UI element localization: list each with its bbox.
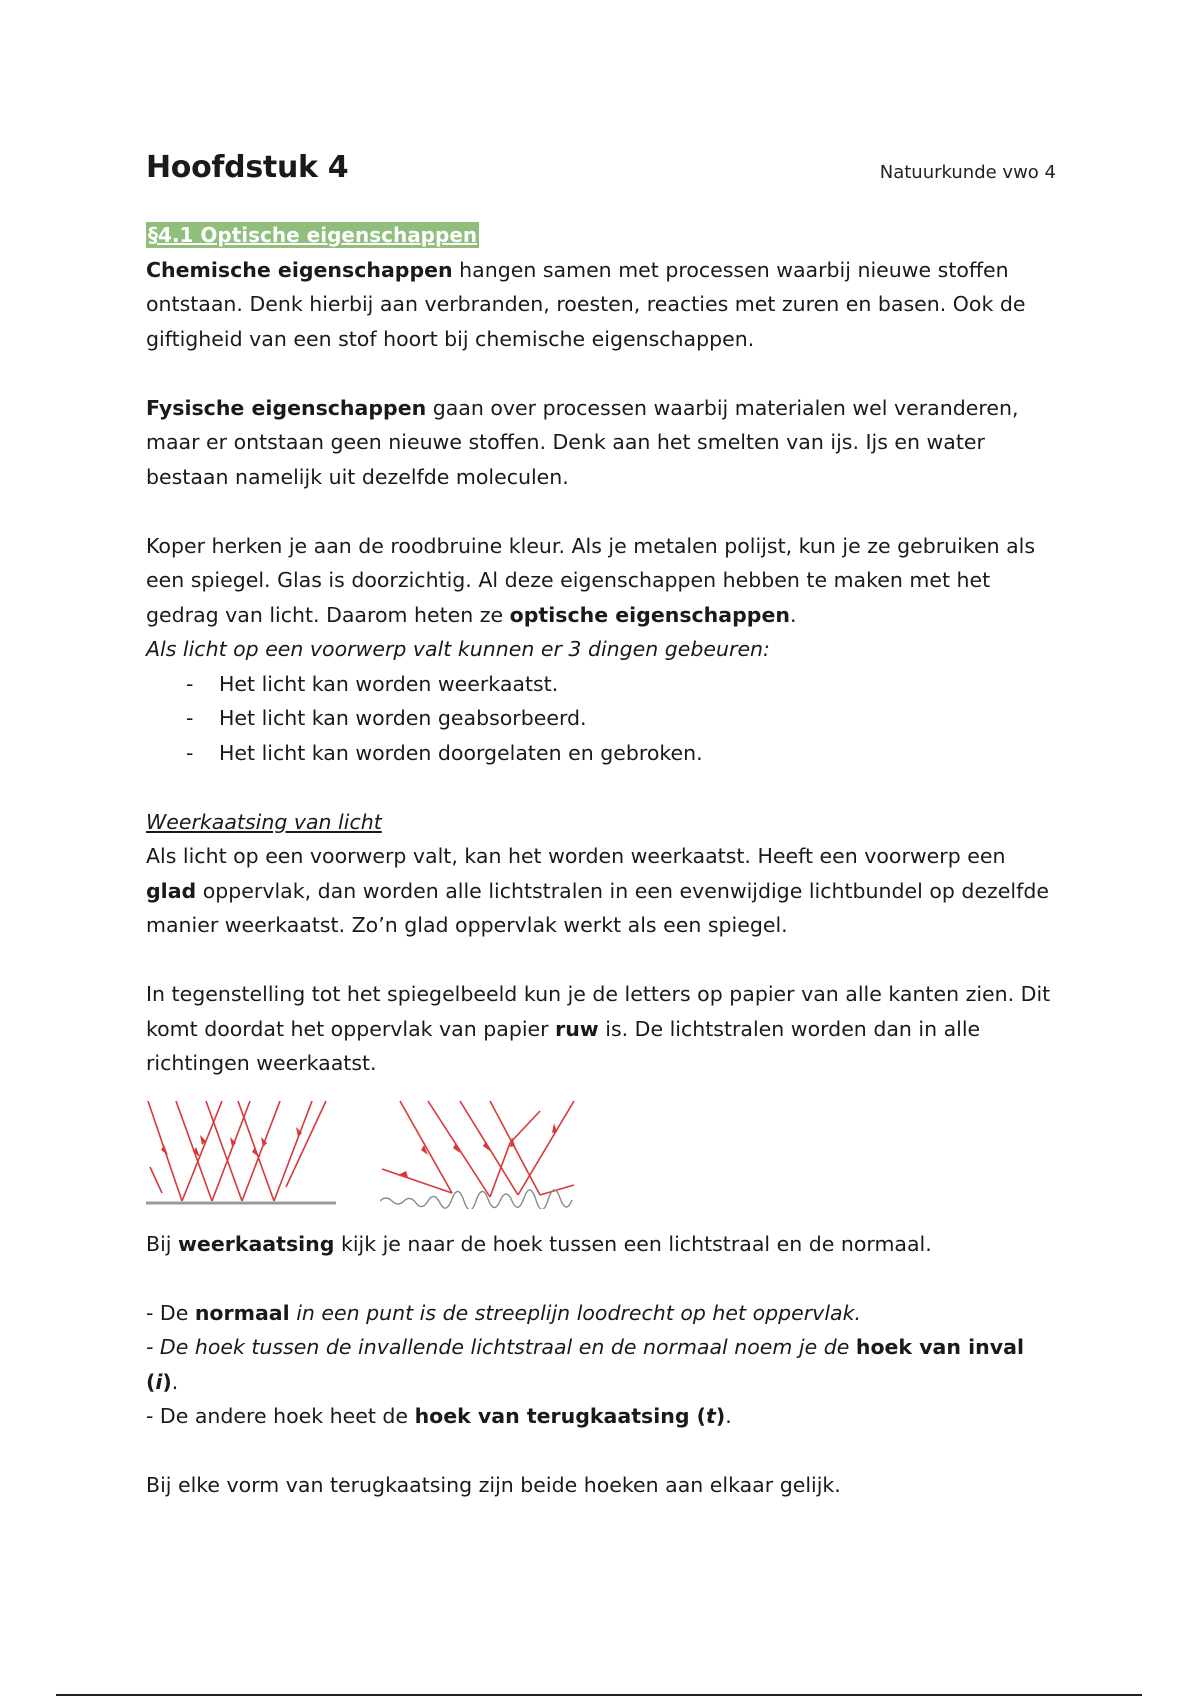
subheading-reflection: Weerkaatsing van licht [146, 809, 382, 834]
definition-text: - De andere hoek heet de [146, 1404, 415, 1428]
paragraph-rough [146, 977, 1056, 1081]
definition-text: . [171, 1369, 179, 1394]
paragraph-text: kijk je naar de hoek tussen een lichtstraal en de normaal. [334, 1231, 932, 1256]
smooth-reflection-diagram [146, 1097, 336, 1209]
definition-term-text: hoek van terugkaatsing ( [414, 1404, 707, 1428]
term-chemical: Chemische eigenschappen [146, 257, 453, 282]
list-item: - Het licht kan worden geabsorbeerd. [186, 701, 1056, 736]
subject-label: Natuurkunde vwo 4 [879, 162, 1056, 183]
definition-text: . [725, 1404, 732, 1428]
section-heading: §4.1 Optische eigenschappen [148, 223, 478, 247]
paragraph-text: . [789, 602, 797, 627]
paragraph-text: Als licht op een voorwerp valt, kan het worden weerkaatst. Heeft een voorwerp een [146, 844, 1006, 868]
term-normal: normaal [194, 1300, 290, 1325]
paragraph-text: is. De lichtstralen worden dan in alle richtingen weerkaatst. [146, 1016, 981, 1075]
paragraph-physical [146, 391, 1056, 495]
paragraph-reflection-angle [146, 1227, 1056, 1262]
term-rough: ruw [555, 1016, 599, 1041]
paragraph-text: In tegenstelling tot het spiegelbeeld kun je de letters op papier van alle kanten zien. Dit komt doordat het oppervlak van papier [146, 982, 1051, 1041]
document-body [146, 218, 1056, 1503]
term-angle-reflection [415, 1404, 726, 1428]
term-reflection: weerkaatsing [177, 1231, 335, 1256]
page-title: Hoofdstuk 4 [146, 150, 349, 185]
paragraph-chemical [146, 253, 1056, 357]
term-optical: optische eigenschappen [509, 602, 790, 627]
paragraph-text: oppervlak, dan worden alle lichtstralen in een evenwijdige lichtbundel op dezelfde manier weerkaatst. Zo’n glad oppervlak werkt als een spiegel. [146, 878, 1049, 937]
paragraph-text: hangen samen met processen waarbij nieuwe stoffen ontstaan. Denk hierbij aan verbranden, roesten, reacties met zuren en basen. Ook de giftigheid van een stof hoort bij chemische eigenschappen. [146, 257, 1026, 351]
paragraph-text: Koper herken je aan de roodbruine kleur. Als je metalen polijst, kun je ze gebruiken als een spiegel. Glas is doorzichtig. Al deze eigenschappen hebben te maken met het gedrag van licht. Daarom heten ze [146, 533, 1036, 627]
definition-term-text: ) [162, 1369, 172, 1394]
definition-normal [146, 1296, 1056, 1331]
paragraph-smooth [146, 839, 1056, 943]
paragraph-optical [146, 529, 1056, 633]
rough-reflection-diagram [380, 1097, 576, 1209]
term-smooth: glad [146, 878, 197, 903]
definition-angle-reflection [146, 1399, 1056, 1434]
symbol-i: i [155, 1369, 163, 1394]
definition-angle-incidence [146, 1330, 1056, 1399]
paragraph-text: gaan over processen waarbij materialen wel veranderen, maar er ontstaan geen nieuwe stoffen. Denk aan het smelten van ijs. Ijs en water bestaan namelijk uit dezelfde moleculen. [146, 395, 1019, 489]
definition-term-text: hoek van inval ( [146, 1335, 1024, 1394]
definition-term-text: ) [715, 1404, 726, 1428]
list-item: - Het licht kan worden weerkaatst. [186, 667, 1056, 702]
definition-text: - De hoek tussen de invallende lichtstraal en de normaal noem je de [146, 1335, 856, 1359]
list-item: - Het licht kan worden doorgelaten en gebroken. [186, 736, 1056, 771]
bullet-list [146, 667, 1056, 771]
definition-text: - De [146, 1300, 195, 1325]
term-physical: Fysische eigenschappen [146, 395, 427, 420]
reflection-figures [146, 1097, 1056, 1217]
symbol-t: t [706, 1404, 716, 1428]
footer-divider [56, 1694, 1142, 1696]
definition-text: in een punt is de streeplijn loodrecht op het oppervlak. [289, 1300, 861, 1325]
paragraph-text: Bij [146, 1231, 178, 1256]
page-header [146, 150, 1056, 190]
intro-italic: Als licht op een voorwerp valt kunnen er 3 dingen gebeuren: [146, 637, 770, 661]
paragraph-equal-angles: Bij elke vorm van terugkaatsing zijn beide hoeken aan elkaar gelijk. [146, 1473, 841, 1497]
